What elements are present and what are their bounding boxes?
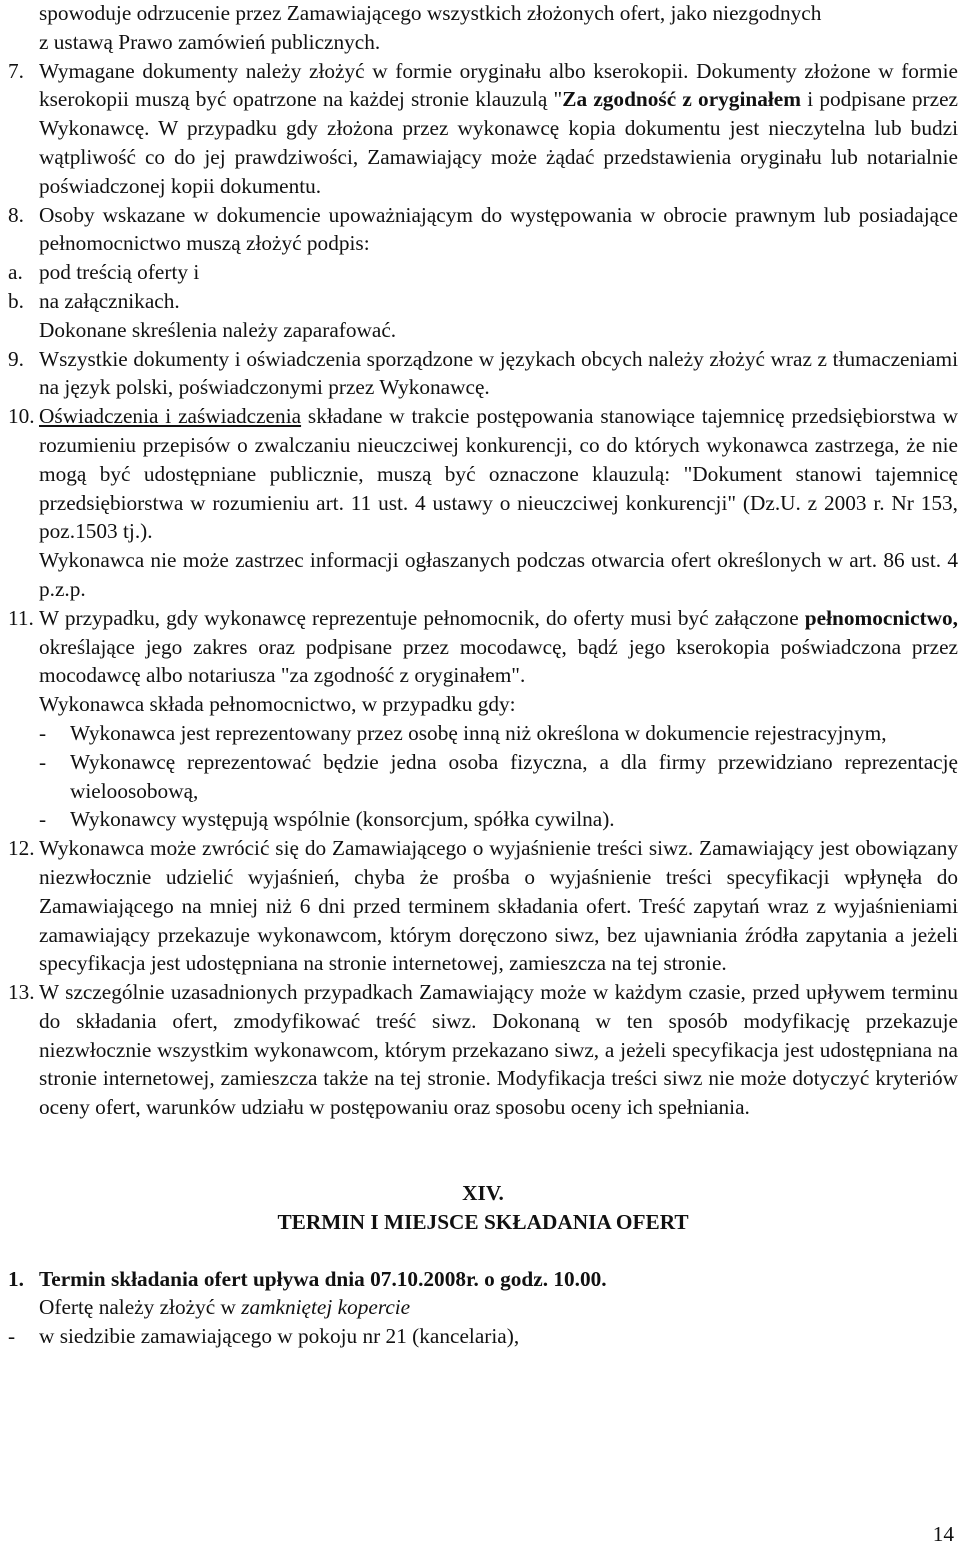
list-item-8 — [8, 201, 958, 345]
item-number: 9. — [8, 346, 24, 371]
dash-mark: - — [39, 807, 47, 832]
item-text-part: składane w trakcie postępowania stanowiące tajemnicę przedsiębiorstwa w rozumieniu przepisów o zwalczaniu nieuczciwej konkurencji, co do których wykonawca zastrzega, że nie mogą być udostępniane publicznie, muszą być oznaczone klauzulą: "Dokument stanowi tajemnicę przedsiębiorstwa w rozumieniu art. 11 ust. 4 ustawy o nieuczciwej konkurencji" (Dz.U. z 2003 r. Nr 153, poz.1503 tj.). — [39, 404, 958, 544]
item-number: 11. — [8, 605, 34, 630]
item-number: 12. — [8, 836, 35, 861]
section-title: TERMIN I MIEJSCE SKŁADANIA OFERT — [277, 1209, 689, 1234]
section-number: XIV. — [462, 1181, 504, 1206]
item-text-part: i podpisane przez Wykonawcę. W przypadku gdy złożona przez wykonawcę kopia dokumentu jest nieczytelna lub budzi wątpliwość co do jej prawdziwości, Zamawiający może żądać przedstawienia oryginału lub notarialnie poświadczonej kopii dokumentu. — [39, 87, 958, 198]
emphasis-text: pełnomocnictwo, — [804, 605, 958, 630]
sub-item-b — [8, 287, 958, 316]
sub-item-mark: a. — [8, 260, 23, 285]
item-text: Wszystkie dokumenty i oświadczenia sporządzone w językach obcych należy złożyć wraz z tłumaczeniami na język polski, poświadczonymi przez Wykonawcę. — [39, 346, 958, 400]
paragraph-6-line-2: z ustawą Prawo zamówień publicznych. — [39, 29, 381, 54]
sub-item-text: na załącznikach. — [39, 288, 180, 313]
item-text — [39, 57, 958, 201]
list-item-10 — [8, 402, 958, 604]
dash-item — [39, 805, 958, 834]
list-item-11 — [8, 604, 958, 834]
item-number: 10. — [8, 404, 35, 429]
item-text-part: W przypadku, gdy wykonawcę reprezentuje pełnomocnik, do oferty musi być załączone — [39, 605, 805, 630]
item-number: 7. — [8, 58, 24, 83]
sub-item-a — [8, 258, 958, 287]
item-text-part: Ofertę należy złożyć w — [39, 1295, 242, 1320]
item-text: Wykonawca składa pełnomocnictwo, w przypadku gdy: — [39, 692, 516, 717]
emphasis-text: Za zgodność z oryginałem — [562, 87, 801, 112]
list-item-9 — [8, 345, 958, 403]
dash-mark: - — [39, 749, 47, 774]
deadline-text: Termin składania ofert upływa dnia 07.10.2008r. o godz. 10.00. — [39, 1266, 607, 1291]
list-item-12 — [8, 834, 958, 978]
list-item-13 — [8, 978, 958, 1122]
underlined-text: Oświadczenia i zaświadczenia — [39, 404, 302, 429]
list-item-7 — [8, 57, 958, 201]
dash-item — [39, 748, 958, 806]
item-text — [39, 402, 958, 546]
item-number: 1. — [8, 1266, 24, 1291]
section-14-item-1 — [8, 1265, 958, 1351]
item-text: Wykonawca może zwrócić się do Zamawiającego o wyjaśnienie treści siwz. Zamawiający jest obowiązany niezwłocznie udzielić wyjaśnień, chyba że prośba o wyjaśnienie treści specyfikacji wpłynęła do Zamawiającego na mniej niż 6 dni przed terminem składania ofert. Treść zapytań wraz z wyjaśnieniami zamawiający przekazuje wykonawcom, którym doręczono siwz, bez ujawniania źródła zapytania a jeżeli specyfikacja jest udostępniana na stronie internetowej, zamieszcza na tej stronie. — [39, 836, 958, 976]
document-body — [8, 0, 958, 1351]
item-text: Dokonane skreślenia należy zaparafować. — [39, 317, 397, 342]
item-text — [39, 604, 958, 690]
paragraph-6-line-1: spowoduje odrzucenie przez Zamawiającego wszystkich złożonych ofert, jako niezgodnych — [39, 1, 822, 25]
item-text — [39, 1293, 958, 1322]
dash-text: Wykonawcę reprezentować będzie jedna osoba fizyczna, a dla firmy przewidziano reprezentację wieloosobową, — [70, 749, 958, 803]
dash-item — [39, 719, 958, 748]
dash-mark: - — [39, 720, 47, 745]
dash-item — [8, 1322, 958, 1351]
item-text-part: określające jego zakres oraz podpisane przez mocodawcę, bądź jego kserokopia poświadczona przez mocodawcę albo notariusza "za zgodność z oryginałem". — [39, 634, 958, 688]
item-text: Osoby wskazane w dokumencie upoważniającym do występowania w obrocie prawnym lub posiadające pełnomocnictwo muszą złożyć podpis: — [39, 202, 958, 256]
sub-item-text: pod treścią oferty i — [39, 260, 200, 285]
paragraph-6-tail — [8, 0, 958, 57]
dash-text: Wykonawcy występują wspólnie (konsorcjum, spółka cywilna). — [70, 807, 615, 832]
item-number: 13. — [8, 980, 35, 1005]
item-text: W szczególnie uzasadnionych przypadkach Zamawiający może w każdym czasie, przed upływem terminu do składania ofert, zmodyfikować treść siwz. Dokonaną w ten sposób modyfikację przekazuje niezwłocznie wszystkim wykonawcom, którym przekazano siwz, a jeżeli specyfikacja jest udostępniana na stronie internetowej, zamieszcza także na tej stronie. Modyfikacja treści siwz nie może dotyczyć kryteriów oceny ofert, warunków udziału w postępowaniu oraz sposobu oceny ich spełniania. — [39, 980, 958, 1120]
sub-item-mark: b. — [8, 288, 24, 313]
dash-text: w siedzibie zamawiającego w pokoju nr 21 (kancelaria), — [39, 1324, 520, 1349]
item-text: Wykonawca nie może zastrzec informacji ogłaszanych podczas otwarcia ofert określonych w art. 86 ust. 4 p.z.p. — [39, 548, 958, 601]
dash-text: Wykonawca jest reprezentowany przez osobę inną niż określona w dokumencie rejestracyjnym, — [70, 720, 887, 745]
item-text-part: Wymagane dokumenty należy złożyć w formie oryginału albo kserokopii. Dokumenty złożone w formie kserokopii muszą być opatrzone na każdej stronie klauzulą " — [39, 58, 958, 112]
spacer — [8, 1237, 958, 1265]
dash-mark: - — [8, 1324, 16, 1349]
italic-text: zamkniętej kopercie — [241, 1295, 411, 1320]
page-number: 14 — [932, 1522, 954, 1546]
item-number: 8. — [8, 202, 24, 227]
